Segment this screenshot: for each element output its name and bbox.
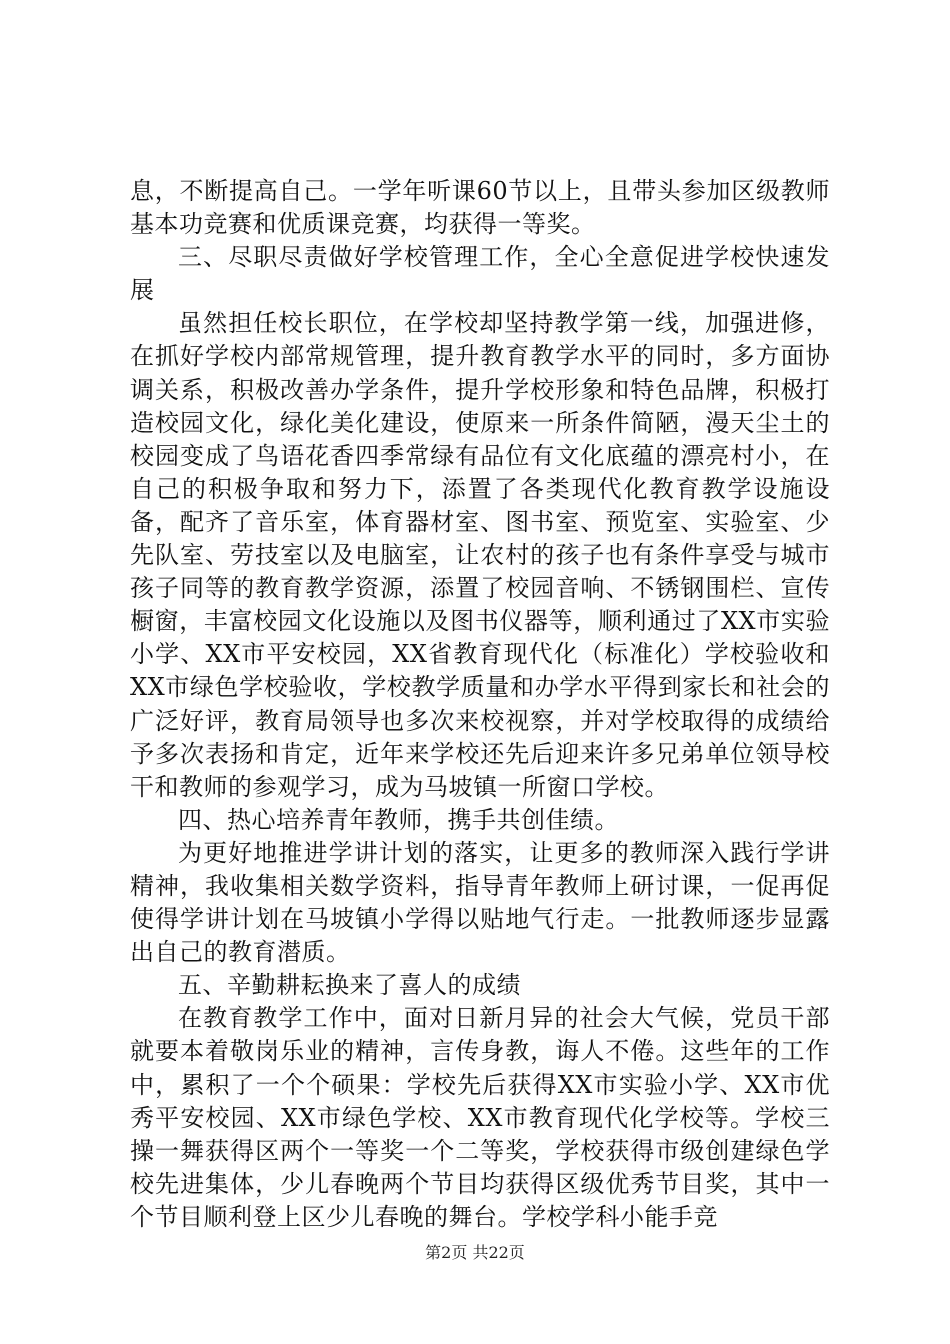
section-heading-4: 四、热心培养青年教师，携手共创佳绩。	[178, 805, 619, 834]
paragraph-continuation: 息，不断提高自己。一学年听课60节以上，且带头参加区级教师基本功竞赛和优质课竞赛，均获得一等奖。	[130, 177, 830, 239]
section-heading-5: 五、辛勤耕耘换来了喜人的成绩	[178, 971, 521, 1000]
paragraph-management: 虽然担任校长职位，在学校却坚持教学第一线，加强进修，在抓好学校内部常规管理，提升教育教学水平的同时，多方面协调关系，积极改善办学条件，提升学校形象和特色品牌，积极打造校园文化，绿化美化建设，使原来一所条件简陋，漫天尘土的校园变成了鸟语花香四季常绿有品位有文化底蕴的漂亮村小，在自己的积极争取和努力下，添置了各类现代化教育教学设施设备，配齐了音乐室，体育器材室、图书室、预览室、实验室、少先队室、劳技室以及电脑室，让农村的孩子也有条件享受与城市孩子同等的教育教学资源，添置了校园音响、不锈钢围栏、宣传橱窗，丰富校园文化设施以及图书仪器等，顺利通过了XX市实验小学、XX市平安校园，XX省教育现代化（标准化）学校验收和XX市绿色学校验收，学校教学质量和办学水平得到家长和社会的广泛好评，教育局领导也多次来校视察，并对学校取得的成绩给予多次表扬和肯定，近年来学校还先后迎来许多兄弟单位领导校干和教师的参观学习，成为马坡镇一所窗口学校。	[130, 309, 830, 801]
page-number-label: 第2页 共22页	[425, 1243, 525, 1262]
paragraph-young-teachers: 为更好地推进学讲计划的落实，让更多的教师深入践行学讲精神，我收集相关数学资料，指导青年教师上研讨课，一促再促使得学讲计划在马坡镇小学得以贴地气行走。一批教师逐步显露出自己的教育潜质。	[130, 838, 830, 967]
section-heading-3: 三、尽职尽责做好学校管理工作，全心全意促进学校快速发展	[130, 243, 830, 305]
page-footer	[0, 1240, 950, 1263]
document-body	[130, 175, 830, 1234]
paragraph-achievements: 在教育教学工作中，面对日新月异的社会大气候，党员干部就要本着敬岗乐业的精神，言传身教，诲人不倦。这些年的工作中，累积了一个个硕果：学校先后获得XX市实验小学、XX市优秀平安校园、XX市绿色学校、XX市教育现代化学校等。学校三操一舞获得区两个一等奖一个二等奖，学校获得市级创建绿色学校先进集体，少儿春晚两个节目均获得区级优秀节目奖，其中一个节目顺利登上区少儿春晚的舞台。学校学科小能手竞	[130, 1004, 830, 1231]
